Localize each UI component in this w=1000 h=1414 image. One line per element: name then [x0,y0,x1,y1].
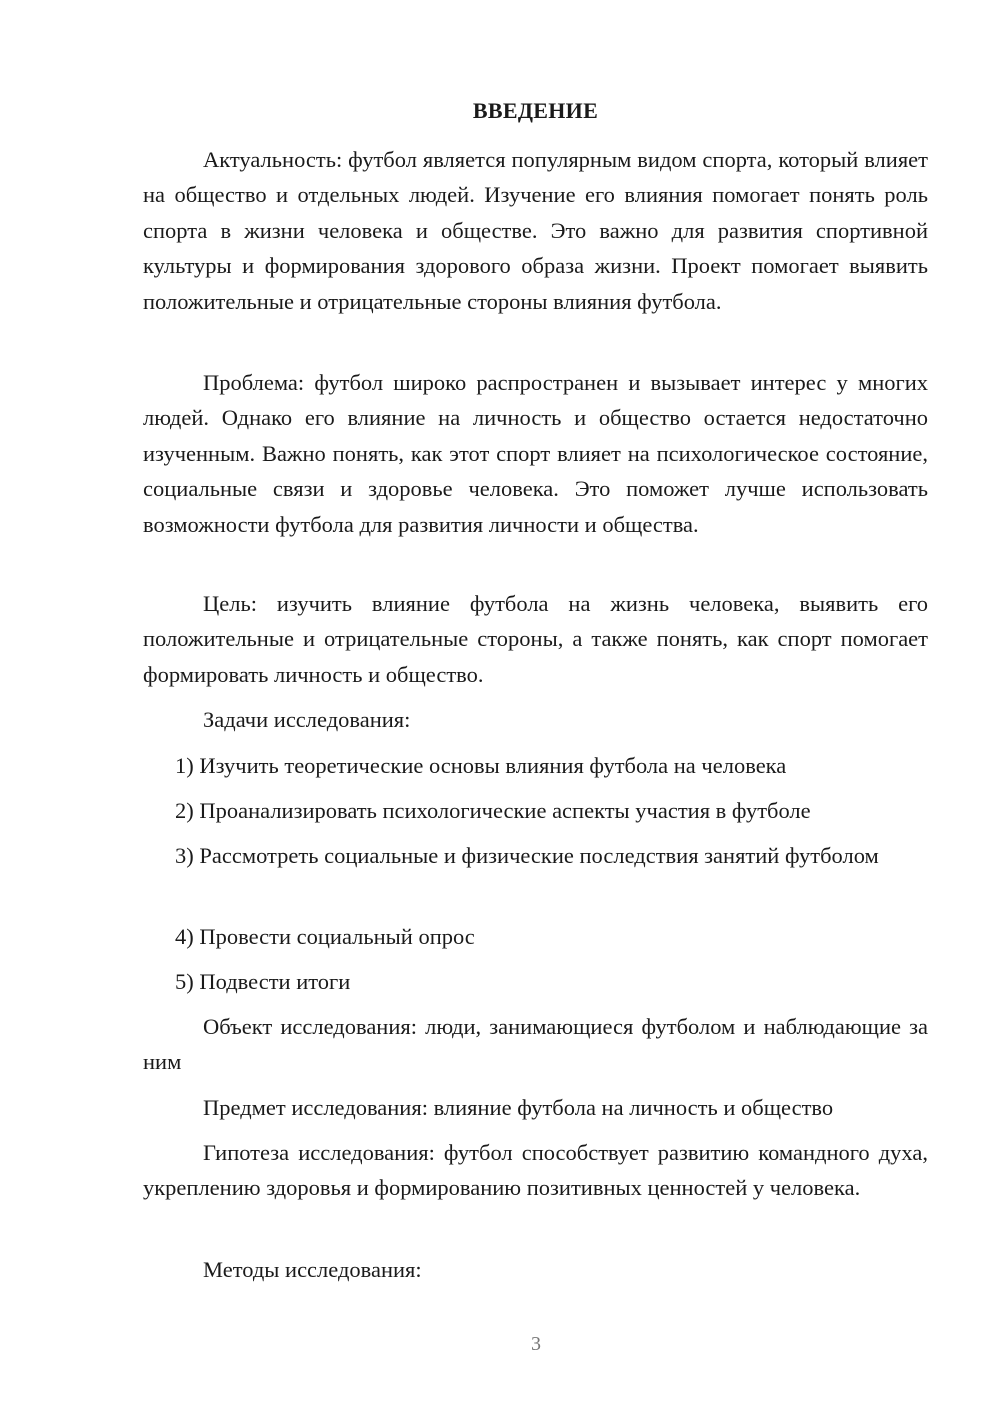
task-item-5: 5) Подвести итоги [175,969,351,994]
paragraph-tasks-heading: Задачи исследования: [203,707,411,732]
paragraph-goal: Цель: изучить влияние футбола на жизнь человека, выявить его положительные и отрицательные стороны, а также понять, как спорт помогает формировать личность и общество. [143,591,928,687]
task-item-4: 4) Провести социальный опрос [175,924,475,949]
paragraph-relevance: Актуальность: футбол является популярным видом спорта, который влияет на общество и отдельных людей. Изучение его влияния помогает понять роль спорта в жизни человека и обществе. Это важно для развития спортивной культуры и формирования здорового образа жизни. Проект помогает выявить положительные и отрицательные стороны влияния футбола. [143,147,928,314]
paragraph-methods: Методы исследования: [203,1257,422,1282]
paragraph-problem: Проблема: футбол широко распространен и вызывает интерес у многих людей. Однако его влияние на личность и общество остается недостаточно изученным. Важно понять, как этот спорт влияет на психологическое состояние, социальные связи и здоровье человека. Это поможет лучше использовать возможности футбола для развития личности и общества. [143,370,928,537]
page-number: 3 [531,1333,541,1355]
paragraph-object: Объект исследования: люди, занимающиеся футболом и наблюдающие за ним [143,1014,928,1075]
task-item-1: 1) Изучить теоретические основы влияния футбола на человека [175,753,787,778]
task-item-2: 2) Проанализировать психологические аспекты участия в футболе [175,798,811,823]
task-item-3: 3) Рассмотреть социальные и физические последствия занятий футболом [175,843,879,868]
paragraph-hypothesis: Гипотеза исследования: футбол способствует развитию командного духа, укреплению здоровья и формированию позитивных ценностей у человека. [143,1140,928,1201]
page-title: ВВЕДЕНИЕ [472,98,599,123]
paragraph-subject: Предмет исследования: влияние футбола на личность и общество [203,1095,834,1120]
